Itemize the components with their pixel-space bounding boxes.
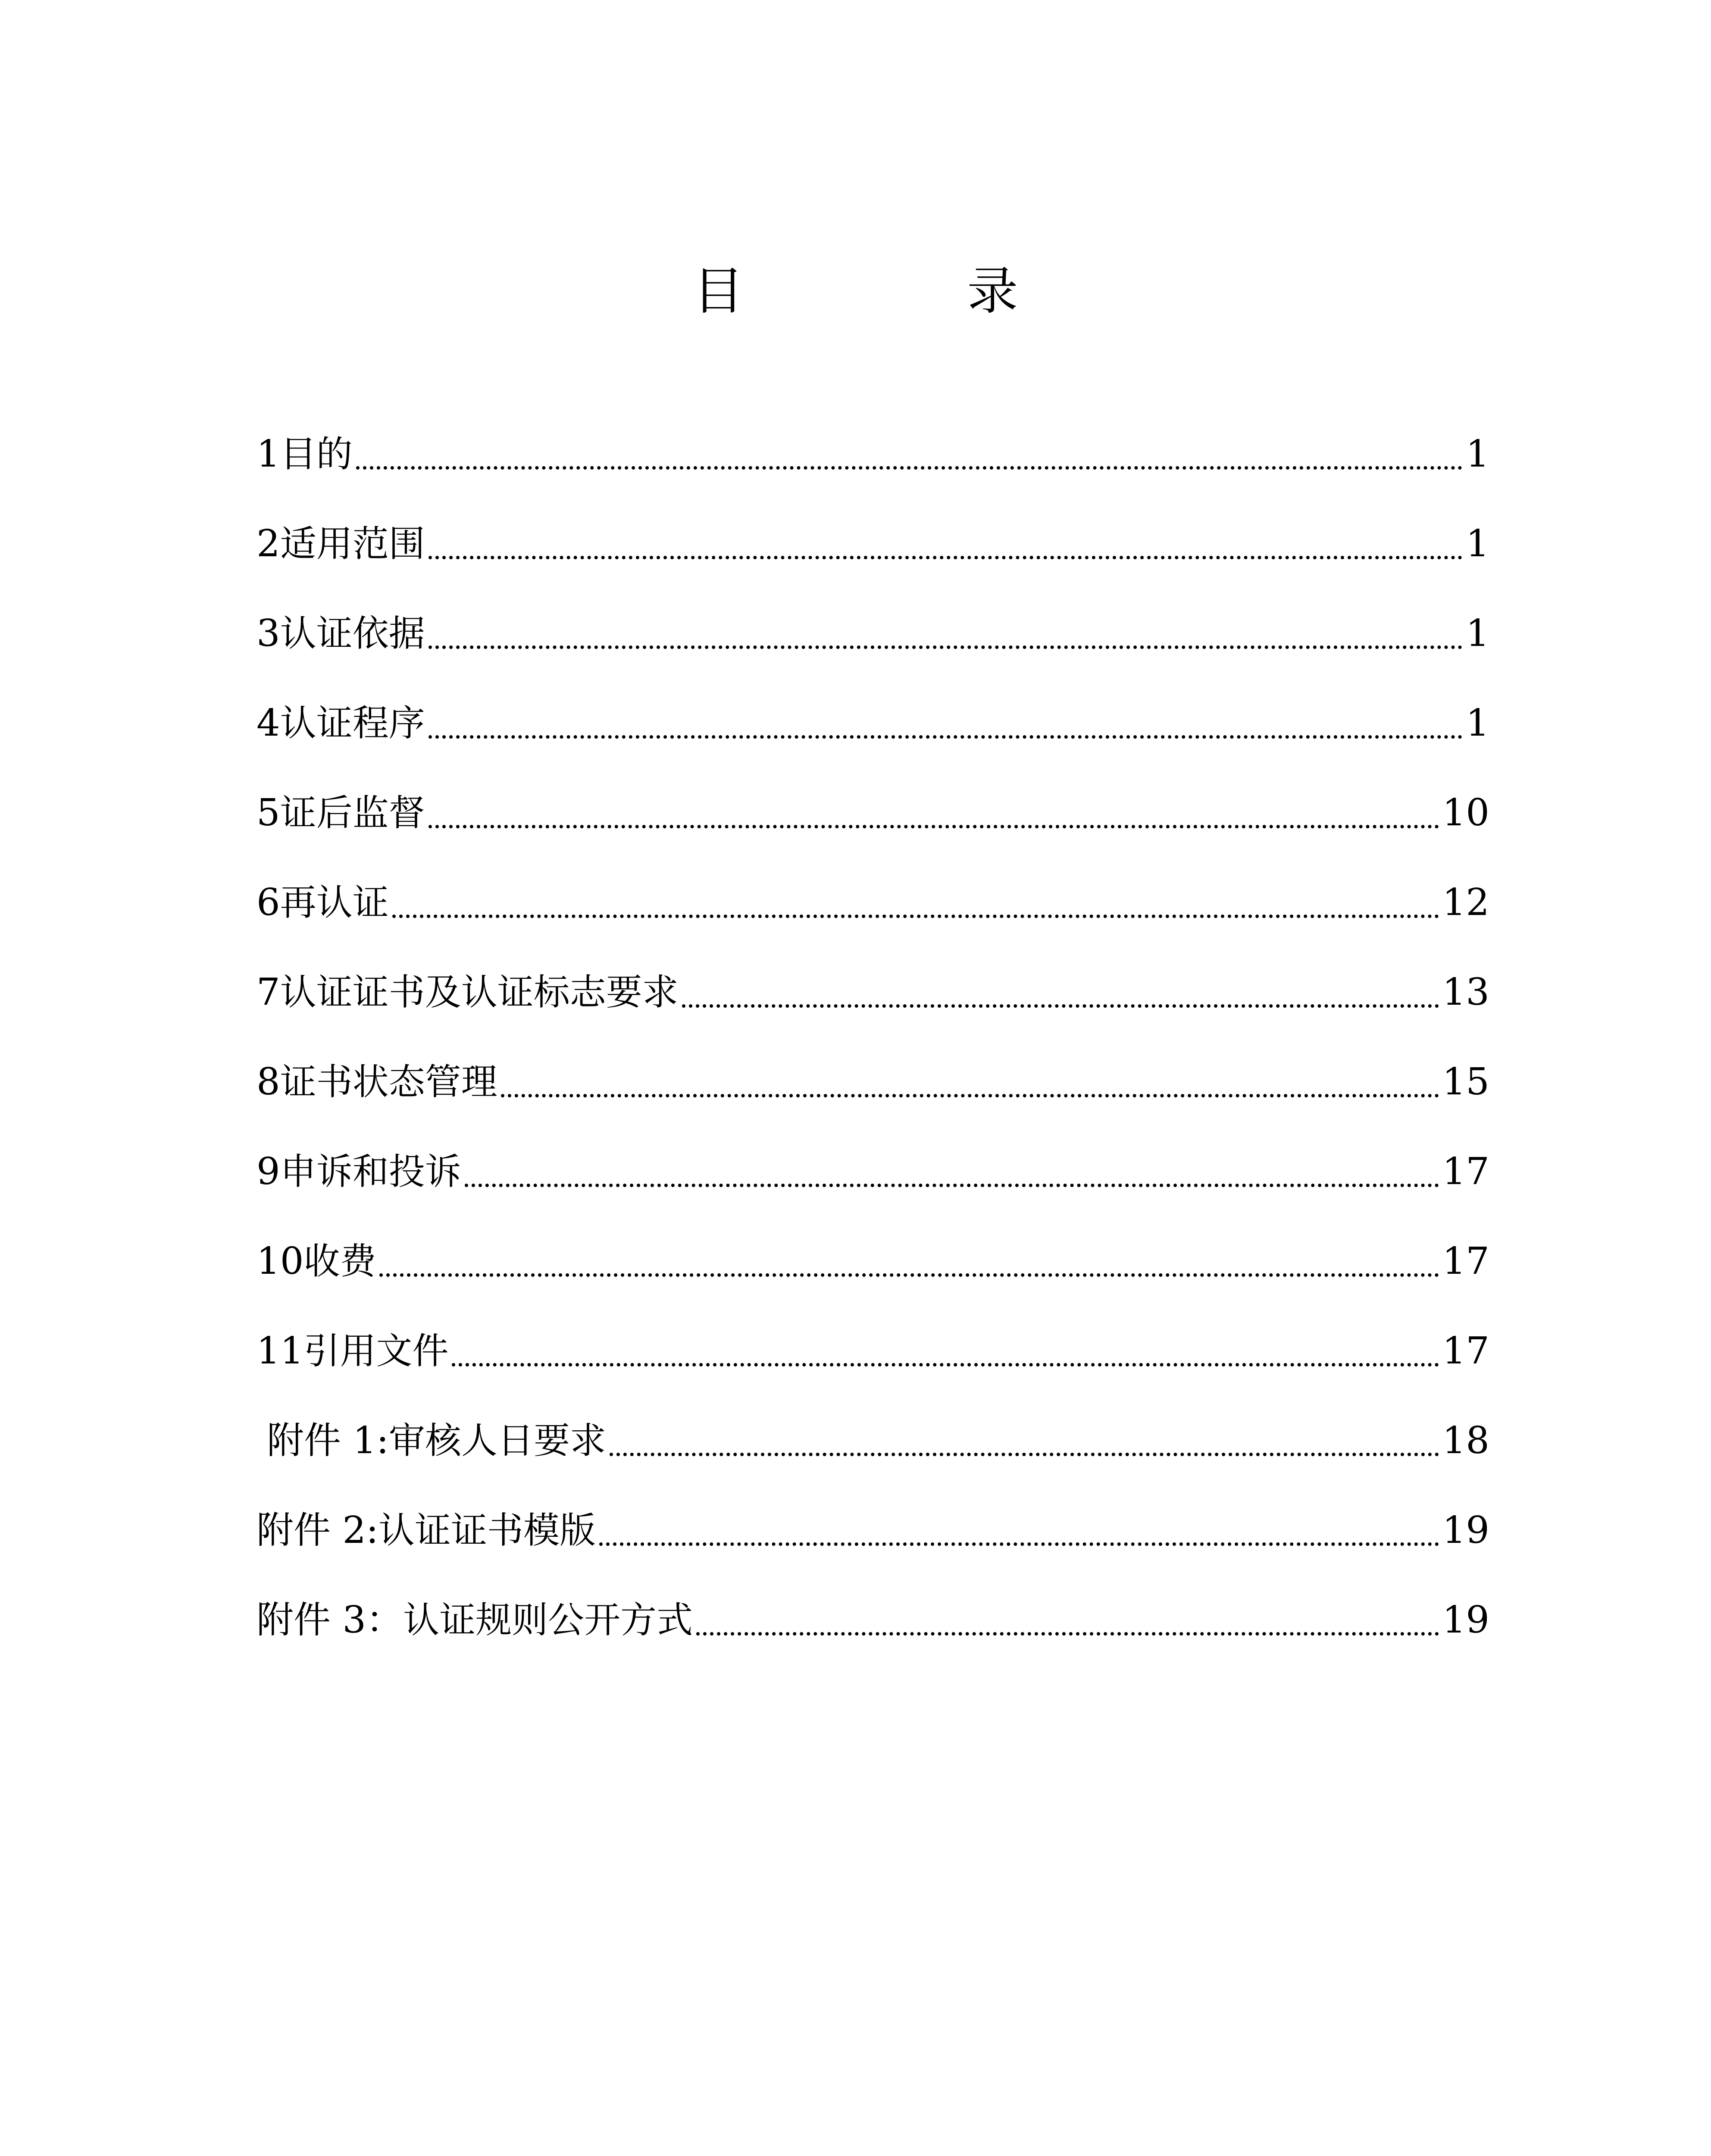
toc-entry[interactable] (256, 928, 1489, 1018)
toc-entry-number: 6 (256, 881, 280, 924)
toc-entry-page: 1 (1466, 702, 1489, 745)
toc-entry-page: 19 (1442, 1509, 1489, 1552)
toc-entry-number: 2 (256, 522, 280, 565)
toc-entry-label: 申诉和投诉 (280, 1150, 461, 1193)
toc-entry-label: 认证证书模版 (378, 1509, 596, 1551)
toc-entry-label: 认证证书及认证标志要求 (280, 971, 679, 1013)
toc-entry-page: 1 (1466, 432, 1489, 476)
toc-entry-page: 17 (1442, 1150, 1489, 1193)
toc-entry-number: 4 (256, 702, 280, 745)
toc-entry-number: 附件 3： (256, 1598, 404, 1642)
toc-entry[interactable] (256, 1287, 1489, 1377)
toc-dot-leader (501, 1056, 1439, 1108)
toc-entry[interactable] (256, 1197, 1489, 1287)
toc-dot-leader (379, 1235, 1439, 1287)
toc-appendix-entry[interactable] (256, 1377, 1489, 1467)
toc-appendix-entry[interactable] (256, 1556, 1489, 1646)
toc-entry[interactable] (256, 1018, 1489, 1108)
toc-entry[interactable] (256, 839, 1489, 928)
toc-dot-leader (599, 1504, 1439, 1556)
toc-entry-label: 适用范围 (280, 523, 425, 565)
toc-entry-page: 19 (1442, 1598, 1489, 1642)
page-title: 目 录 (693, 261, 1104, 321)
toc-entry-label: 证书状态管理 (280, 1061, 497, 1103)
toc-entry-label: 认证规则公开方式 (403, 1599, 693, 1641)
toc-entry-page: 1 (1466, 612, 1489, 655)
toc-entry-page: 1 (1466, 522, 1489, 565)
table-of-contents (256, 390, 1489, 1646)
toc-dot-leader (429, 697, 1463, 749)
toc-dot-leader (429, 518, 1463, 570)
toc-entry-page: 10 (1442, 791, 1489, 834)
toc-entry-page: 17 (1442, 1240, 1489, 1283)
toc-entry[interactable] (256, 1108, 1489, 1197)
toc-entry-page: 12 (1442, 881, 1489, 924)
toc-entry-page: 15 (1442, 1060, 1489, 1103)
toc-entry-label: 审核人日要求 (389, 1420, 607, 1462)
toc-appendix-entry[interactable] (256, 1467, 1489, 1556)
toc-entry-number: 10 (256, 1240, 304, 1283)
toc-dot-leader (356, 428, 1463, 480)
toc-entry-page: 13 (1442, 971, 1489, 1014)
toc-entry[interactable] (256, 659, 1489, 749)
toc-dot-leader (452, 1325, 1439, 1377)
toc-dot-leader (392, 877, 1439, 928)
toc-entry[interactable] (256, 749, 1489, 839)
toc-entry-label: 目的 (280, 433, 353, 475)
toc-dot-leader (465, 1146, 1439, 1197)
toc-entry-number: 1 (256, 432, 280, 476)
toc-entry[interactable] (256, 390, 1489, 480)
toc-entry-number: 附件 1: (267, 1419, 389, 1462)
toc-dot-leader (429, 787, 1439, 839)
toc-entry-number: 8 (256, 1060, 280, 1103)
toc-entry-number: 附件 2: (256, 1509, 379, 1552)
toc-entry-label: 收费 (303, 1240, 376, 1282)
toc-entry[interactable] (256, 570, 1489, 659)
toc-entry-page: 17 (1442, 1329, 1489, 1373)
toc-entry-number: 3 (256, 612, 280, 655)
toc-entry-number: 11 (256, 1329, 304, 1373)
toc-entry-page: 18 (1442, 1419, 1489, 1462)
toc-entry-label: 认证依据 (280, 612, 425, 655)
toc-entry-label: 再认证 (280, 881, 389, 924)
toc-entry-label: 证后监督 (280, 792, 425, 834)
toc-entry-number: 9 (256, 1150, 280, 1193)
toc-entry[interactable] (256, 480, 1489, 570)
toc-dot-leader (696, 1594, 1439, 1646)
toc-entry-number: 7 (256, 971, 280, 1014)
toc-entry-label: 认证程序 (280, 702, 425, 744)
toc-dot-leader (429, 608, 1463, 659)
toc-entry-label: 引用文件 (303, 1330, 449, 1372)
toc-dot-leader (610, 1415, 1439, 1467)
toc-entry-number: 5 (256, 791, 280, 834)
toc-dot-leader (682, 966, 1439, 1018)
